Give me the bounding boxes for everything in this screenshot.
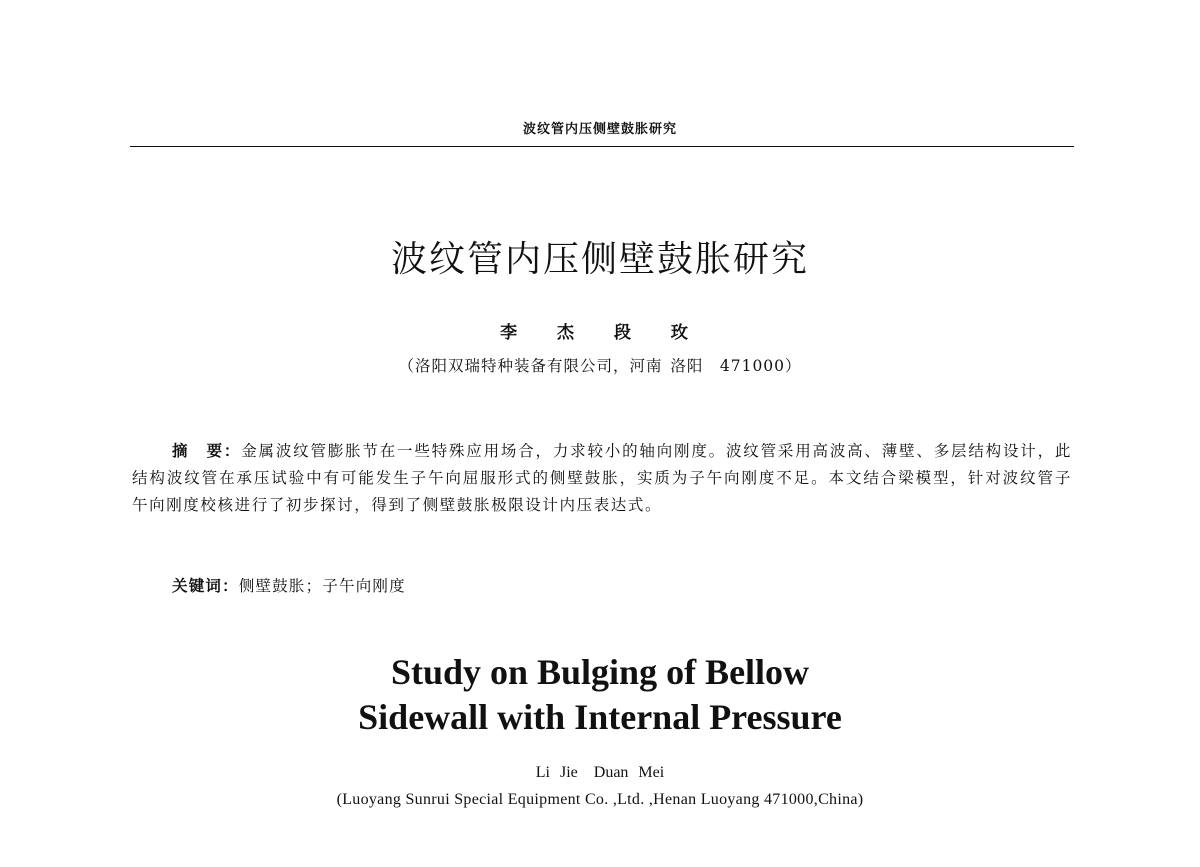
chinese-affiliation: （洛阳双瑞特种装备有限公司，河南 洛阳 471000） <box>398 357 802 375</box>
abstract-text: 金属波纹管膨胀节在一些特殊应用场合，力求较小的轴向刚度。波纹管采用高波高、薄壁、多层结构设计，此结构波纹管在承压试验中有可能发生子午向屈服形式的侧壁鼓胀，实质为子午向刚度不足。本文结合梁模型，针对波纹管子午向刚度校核进行了初步探讨，得到了侧壁鼓胀极限设计内压表达式。 <box>132 442 1072 514</box>
chinese-title: 波纹管内压侧壁鼓胀研究 <box>390 239 809 280</box>
keywords-label: 关键词： <box>172 577 239 595</box>
english-title-line-1: Study on Bulging of Bellow <box>390 652 810 692</box>
chinese-abstract <box>132 438 1072 519</box>
chinese-authors: 李 杰 段 玫 <box>500 323 700 343</box>
chinese-keywords <box>172 574 406 596</box>
english-authors: Li Jie Duan Mei <box>535 764 665 781</box>
english-title-line-2: Sidewall with Internal Pressure <box>358 697 842 737</box>
abstract-label: 摘 要： <box>172 442 242 460</box>
english-affiliation: (Luoyang Sunrui Special Equipment Co. ,Ltd. ,Henan Luoyang 471000,China) <box>336 791 864 808</box>
header-rule <box>130 146 1074 147</box>
keywords-text: 侧壁鼓胀；子午向刚度 <box>238 577 406 595</box>
english-title <box>0 650 1200 740</box>
running-header: 波纹管内压侧壁鼓胀研究 <box>522 122 677 137</box>
